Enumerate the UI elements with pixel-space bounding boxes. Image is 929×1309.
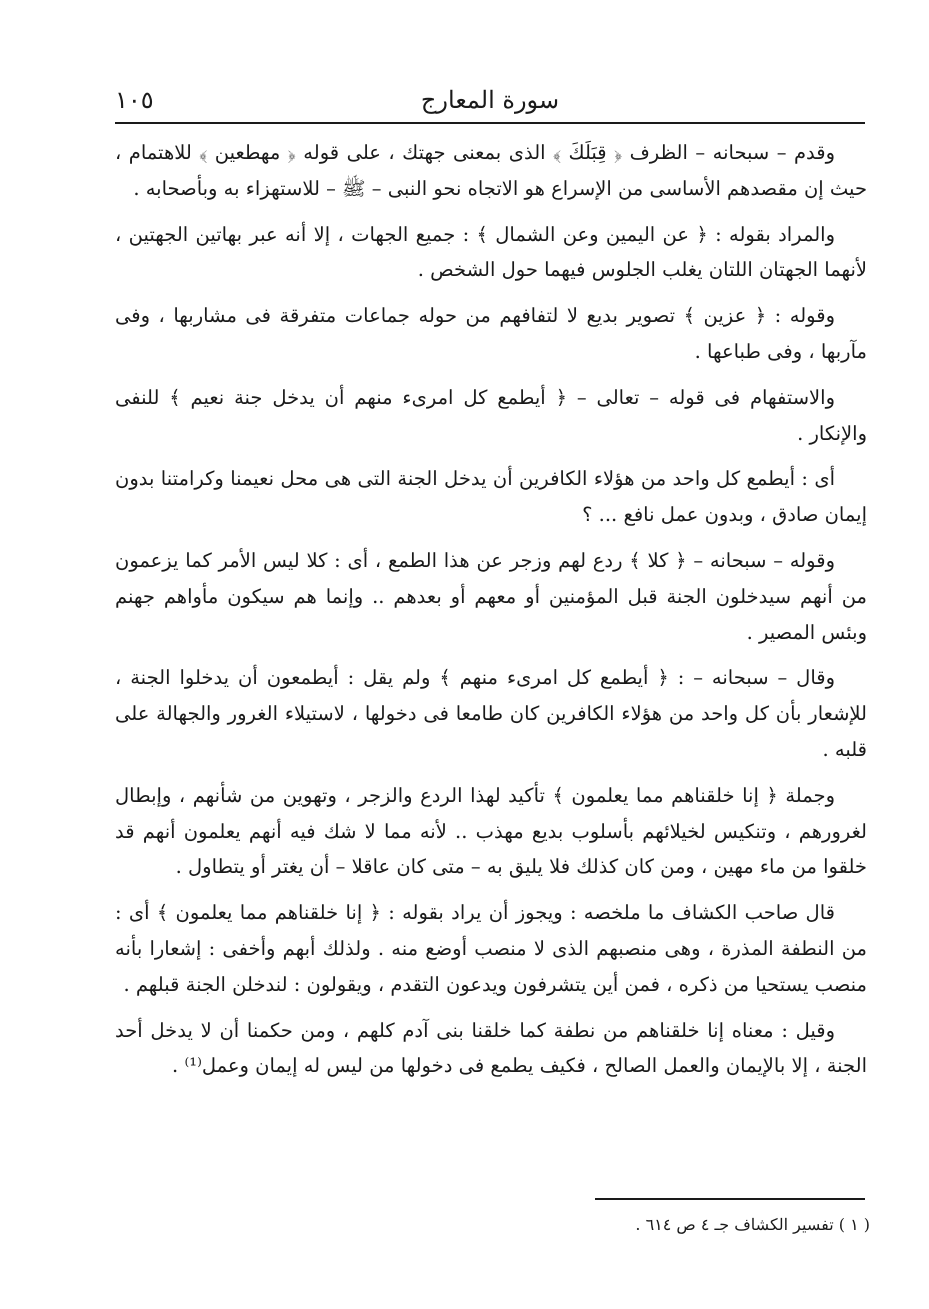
paragraph: وقوله – سبحانه – ﴿ كلا ﴾ ردع لهم وزجر عن هذا الطمع ، أى : كلا ليس الأمر كما يزعمون من أنهم سيدخلون الجنة قبل المؤمنين أو معهم أو بعدهم .. وإنما هم سيكون مأواهم جهنم وبئس المصير . (115, 548, 867, 644)
footnote: ( ١ ) تفسير الكشاف جـ ٤ ص ٦١٤ . (635, 1215, 870, 1234)
paragraph: قال صاحب الكشاف ما ملخصه : ويجوز أن يراد بقوله : ﴿ إنا خلقناهم مما يعلمون ﴾ أى : من النطفة المذرة ، وهى منصبهم الذى لا منصب أوضع منه . ولذلك أبهم وأخفى : إشعارا بأنه منصب يستحيا من ذكره ، فمن أين يتشرفون ويدعون التقدم ، ويقولون : لندخلن الجنة قبلهم . (115, 901, 867, 996)
paragraph: وقدم – سبحانه – الظرف ﴿ قِبَلَكَ ﴾ الذى بمعنى جهتك ، على قوله ﴿ مهطعين ﴾ للاهتمام ، حيث إن مقصدهم الأساسى من الإسراع هو الاتجاه نحو النبى – ﷺ – للاستهزاء به وبأصحابه . (115, 141, 867, 200)
header-divider (115, 122, 865, 124)
paragraph: أى : أيطمع كل واحد من هؤلاء الكافرين أن يدخل الجنة التى هى محل نعيمنا وكرامتنا بدون إيمان صادق ، وبدون عمل نافع ... ؟ (115, 467, 867, 527)
paragraph: وجملة ﴿ إنا خلقناهم مما يعلمون ﴾ تأكيد لهذا الردع والزجر ، وتهوين من شأنهم ، وإبطال لغرورهم ، وتنكيس لخيلائهم بأسلوب بديع مهذب .. لأنه مما لا شك فيه أنهم يعلمون أنهم قد خلقوا من ماء مهين ، ومن كان كذلك فلا يليق به – متى كان عاقلا – أن يغتر أو يتطاول . (115, 783, 867, 879)
paragraph: وقال – سبحانه – : ﴿ أيطمع كل امرىء منهم ﴾ ولم يقل : أيطمعون أن يدخلوا الجنة ، للإشعار بأن كل واحد من هؤلاء الكافرين كان طامعا فى دخولها ، لاستيلاء الغرور والجهالة على قلبه . (115, 666, 867, 761)
paragraph: وقيل : معناه إنا خلقناهم من نطفة كما خلقنا بنى آدم كلهم ، ومن حكمنا أن لا يدخل أحد الجنة ، إلا بالإيمان والعمل الصالح ، فكيف يطمع فى دخولها من ليس له إيمان وعمل⁽¹⁾ . (115, 1018, 867, 1078)
main-text (115, 135, 867, 1094)
paragraph: وقوله : ﴿ عزين ﴾ تصوير بديع لا لتفافهم من حوله جماعات متفرقة فى مشاربها ، وفى مآربها ، وفى طباعها . (115, 304, 867, 363)
page-number: ١٠٥ (115, 86, 154, 114)
page-header (115, 80, 865, 120)
running-title: سورة المعارج (420, 86, 560, 114)
paragraph: والاستفهام فى قوله – تعالى – ﴿ أيطمع كل امرىء منهم أن يدخل جنة نعيم ﴾ للنفى والإنكار . (115, 385, 867, 445)
footnote-divider (595, 1198, 865, 1200)
paragraph: والمراد بقوله : ﴿ عن اليمين وعن الشمال ﴾ : جميع الجهات ، إلا أنه عبر بهاتين الجهتين ، لأنهما الجهتان اللتان يغلب الجلوس فيهما حول الشخص . (115, 222, 867, 282)
